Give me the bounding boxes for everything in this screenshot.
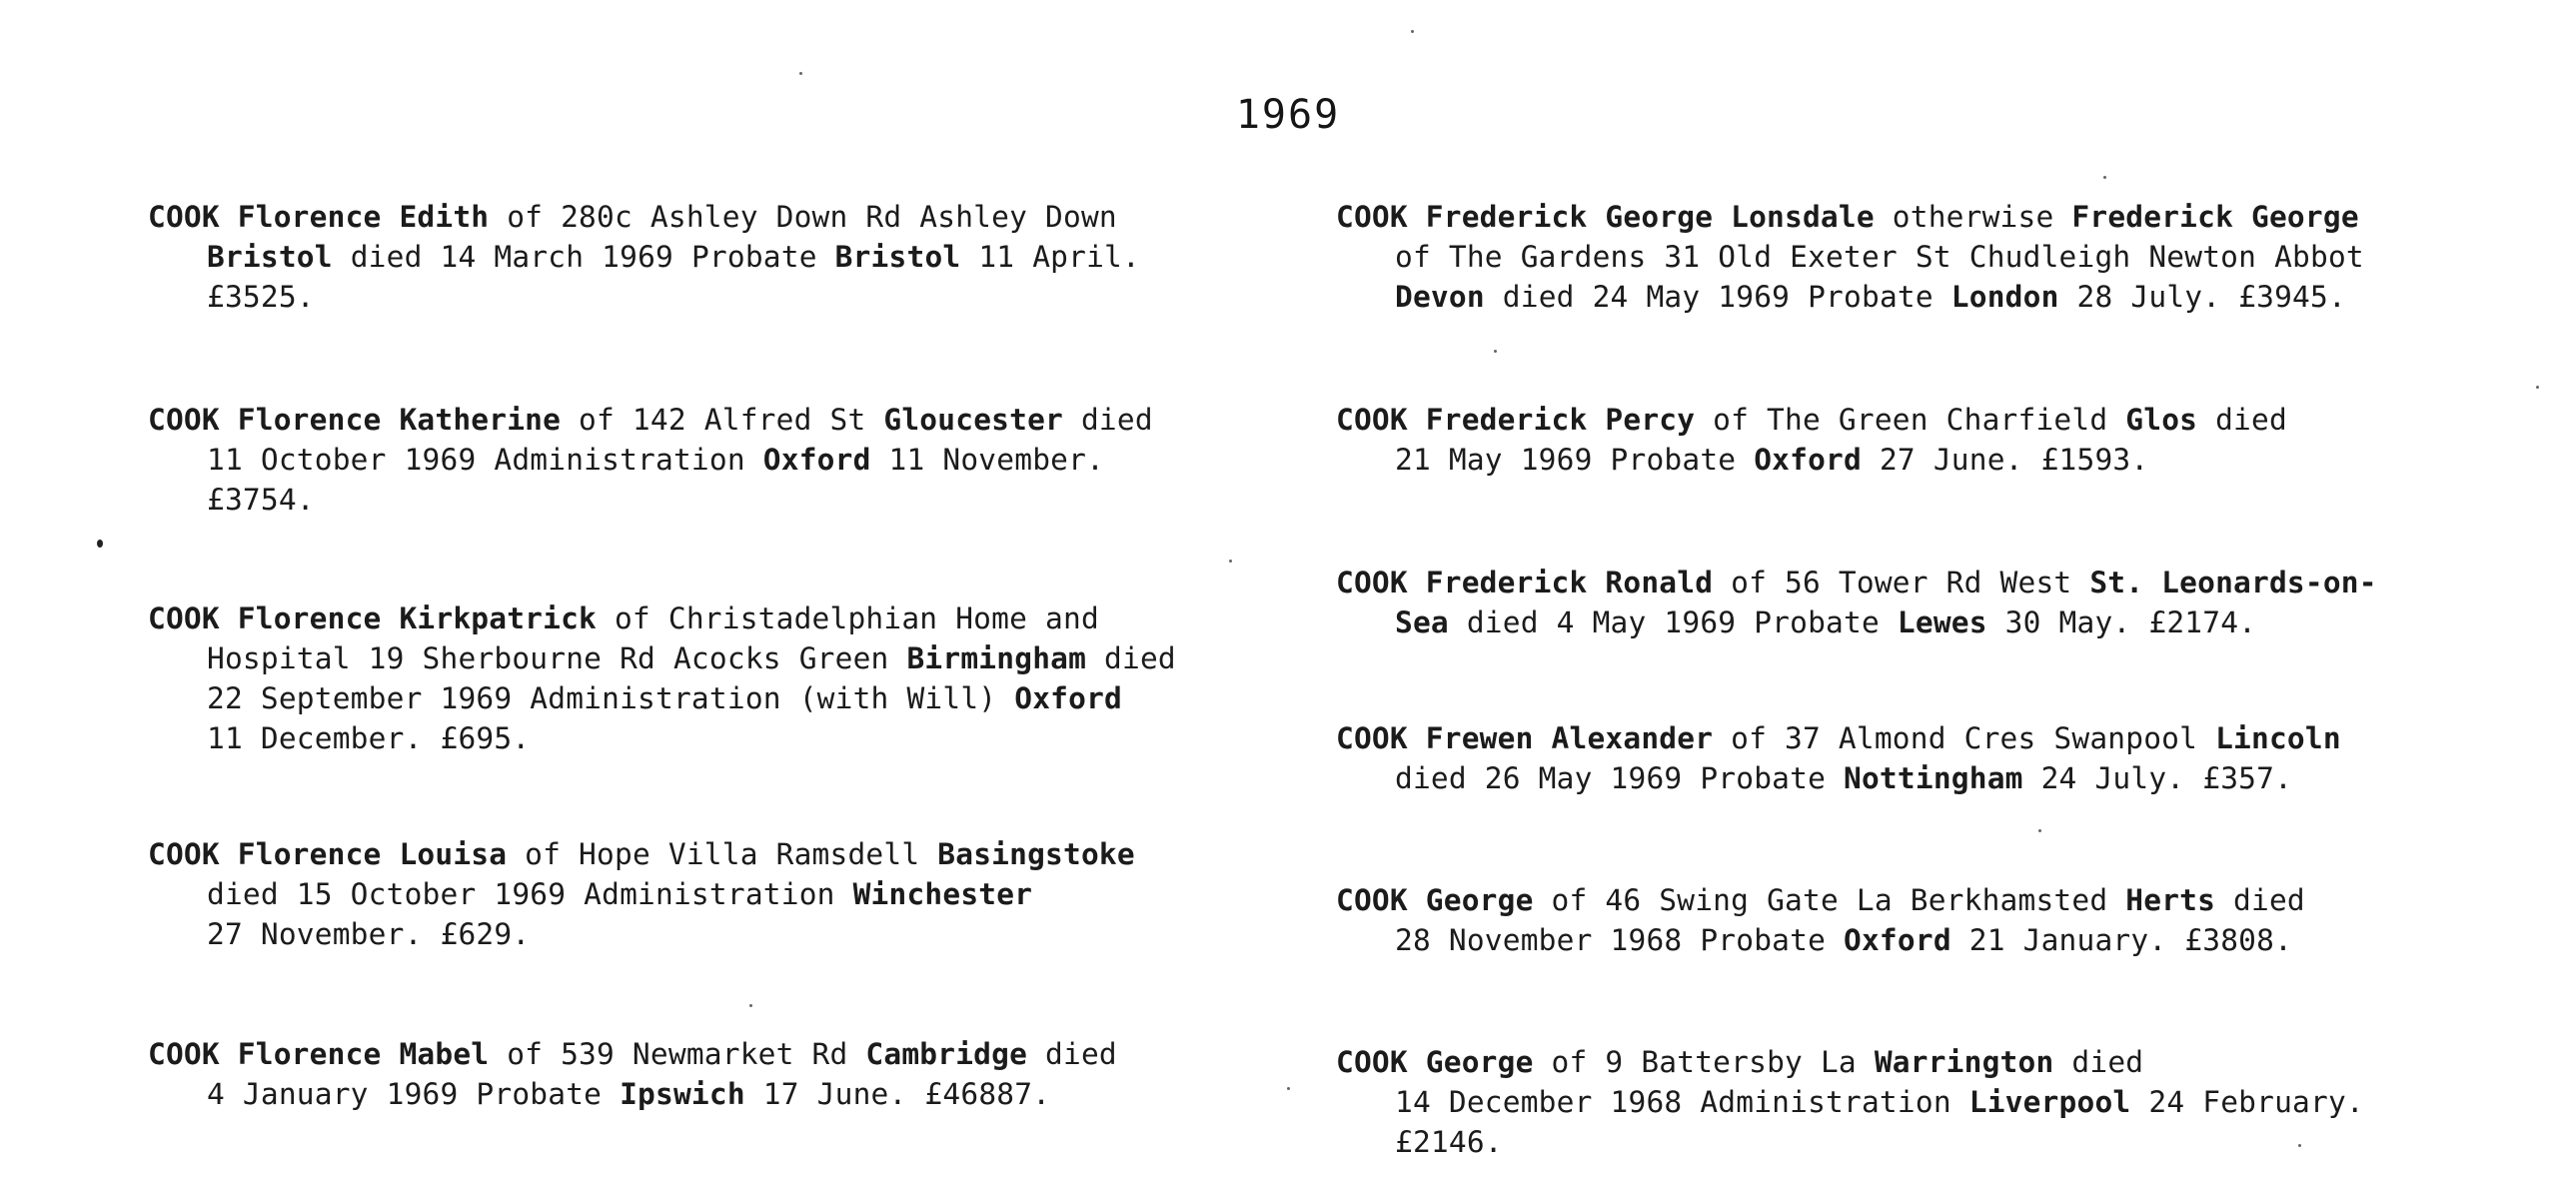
scan-speck: [1411, 30, 1414, 33]
entry-line: [148, 834, 1307, 874]
text-segment: died: [1086, 641, 1176, 675]
probate-entry: [148, 1034, 1307, 1114]
bold-segment: Birmingham: [906, 641, 1087, 675]
text-segment: of The Green Charfield: [1695, 403, 2126, 437]
text-segment: 30 May. £2174.: [1986, 605, 2257, 639]
probate-entry: [1336, 880, 2495, 960]
entry-line: [1336, 602, 2495, 642]
bold-segment: Ipswich: [620, 1077, 745, 1111]
text-segment: died: [1063, 403, 1153, 437]
entry-line: [148, 914, 1307, 954]
text-segment: died: [1027, 1037, 1117, 1071]
entry-line: [1336, 277, 2495, 317]
bold-segment: COOK Florence Louisa: [148, 837, 508, 871]
text-segment: died: [2197, 403, 2287, 437]
bold-segment: Winchester: [852, 877, 1033, 911]
bold-segment: COOK George: [1336, 1045, 1534, 1079]
entry-line: [148, 874, 1307, 914]
bold-segment: COOK George: [1336, 883, 1534, 917]
entry-line: [1336, 1122, 2495, 1162]
entry-line: [148, 678, 1307, 718]
scan-speck: [799, 72, 802, 75]
probate-entry: [148, 197, 1307, 317]
bold-segment: Glos: [2125, 403, 2198, 437]
bold-segment: Cambridge: [865, 1037, 1028, 1071]
text-segment: 11 November.: [870, 443, 1105, 477]
entry-line: [1336, 718, 2495, 758]
bold-segment: St. Leonards-on-: [2089, 566, 2377, 599]
entry-line: [1336, 1082, 2495, 1122]
text-segment: 22 September 1969 Administration (with Will): [207, 681, 1015, 715]
entry-line: [148, 1074, 1307, 1114]
probate-entry: [148, 834, 1307, 954]
text-segment: died 24 May 1969 Probate: [1484, 280, 1951, 314]
text-segment: 17 June. £46887.: [744, 1077, 1051, 1111]
entry-line: [1336, 1042, 2495, 1082]
bold-segment: COOK Florence Katherine: [148, 403, 562, 437]
bold-segment: Warrington: [1874, 1045, 2054, 1079]
text-segment: died 4 May 1969 Probate: [1448, 605, 1898, 639]
text-segment: of 56 Tower Rd West: [1713, 566, 2090, 599]
text-segment: of 539 Newmarket Rd: [489, 1037, 866, 1071]
text-segment: 24 July. £357.: [2022, 761, 2293, 795]
bold-segment: COOK Frederick Percy: [1336, 403, 1696, 437]
entry-line: [1336, 563, 2495, 602]
text-segment: 28 July. £3945.: [2058, 280, 2346, 314]
text-segment: 21 January. £3808.: [1950, 923, 2293, 957]
bold-segment: Bristol: [834, 240, 961, 274]
text-segment: of 46 Swing Gate La Berkhamsted: [1533, 883, 2126, 917]
bold-segment: COOK Frederick Ronald: [1336, 566, 1714, 599]
bold-segment: Devon: [1395, 280, 1485, 314]
text-segment: of The Gardens 31 Old Exeter St Chudleigh Newton Abbot: [1395, 240, 2364, 274]
bold-segment: COOK Florence Mabel: [148, 1037, 490, 1071]
probate-entry: [1336, 197, 2495, 317]
bold-segment: Gloucester: [883, 403, 1063, 437]
entry-line: [148, 197, 1307, 237]
bold-segment: COOK Frewen Alexander: [1336, 721, 1714, 755]
text-segment: of Hope Villa Ramsdell: [507, 837, 938, 871]
entry-line: [1336, 197, 2495, 237]
entry-line: [1336, 880, 2495, 920]
entry-line: [148, 598, 1307, 638]
text-segment: £2146.: [1395, 1125, 1503, 1159]
text-segment: died 26 May 1969 Probate: [1395, 761, 1845, 795]
text-segment: 27 June. £1593.: [1861, 443, 2149, 477]
text-segment: of 280c Ashley Down Rd Ashley Down: [489, 200, 1117, 234]
scan-speck: [1229, 560, 1232, 563]
entry-line: [1336, 237, 2495, 277]
probate-entry: [1336, 563, 2495, 642]
scan-speck: [1287, 1087, 1290, 1090]
text-segment: 28 November 1968 Probate: [1395, 923, 1845, 957]
entry-line: [1336, 400, 2495, 440]
entry-line: [148, 480, 1307, 520]
scan-speck: [2103, 176, 2106, 179]
scan-speck: [1494, 350, 1497, 353]
scan-speck: [2536, 386, 2539, 389]
text-segment: died 15 October 1969 Administration: [207, 877, 853, 911]
text-segment: 11 April.: [960, 240, 1140, 274]
probate-entry: [1336, 718, 2495, 798]
bold-segment: Bristol: [207, 240, 333, 274]
probate-entry: [1336, 1042, 2495, 1162]
bold-segment: Frederick George: [2071, 200, 2359, 234]
entry-line: [148, 718, 1307, 758]
text-segment: of 9 Battersby La: [1533, 1045, 1875, 1079]
text-segment: 11 October 1969 Administration: [207, 443, 763, 477]
bold-segment: Nottingham: [1844, 761, 2023, 795]
text-segment: died 14 March 1969 Probate: [332, 240, 835, 274]
probate-entry: [1336, 400, 2495, 480]
text-segment: otherwise: [1874, 200, 2072, 234]
bold-segment: Lincoln: [2215, 721, 2341, 755]
text-segment: 11 December. £695.: [207, 721, 531, 755]
bold-segment: Lewes: [1897, 605, 1987, 639]
bold-segment: Liverpool: [1968, 1085, 2131, 1119]
entry-line: [148, 1034, 1307, 1074]
scan-speck: [97, 540, 103, 548]
text-segment: of 142 Alfred St: [561, 403, 884, 437]
entry-line: [148, 237, 1307, 277]
entry-line: [1336, 920, 2495, 960]
probate-entry: [148, 598, 1307, 758]
text-segment: £3525.: [207, 280, 315, 314]
text-segment: died: [2053, 1045, 2144, 1079]
bold-segment: London: [1950, 280, 2059, 314]
entry-line: [148, 638, 1307, 678]
bold-segment: COOK Florence Kirkpatrick: [148, 601, 598, 635]
entry-line: [148, 277, 1307, 317]
scan-speck: [749, 1004, 752, 1007]
text-segment: of 37 Almond Cres Swanpool: [1713, 721, 2216, 755]
text-segment: 4 January 1969 Probate: [207, 1077, 621, 1111]
text-segment: Hospital 19 Sherbourne Rd Acocks Green: [207, 641, 907, 675]
bold-segment: Basingstoke: [937, 837, 1135, 871]
probate-entry: [148, 400, 1307, 520]
text-segment: of Christadelphian Home and: [597, 601, 1099, 635]
text-segment: 27 November. £629.: [207, 917, 531, 951]
bold-segment: Sea: [1395, 605, 1449, 639]
text-segment: 14 December 1968 Administration: [1395, 1085, 1969, 1119]
entry-line: [1336, 440, 2495, 480]
entry-line: [148, 440, 1307, 480]
bold-segment: COOK Florence Edith: [148, 200, 490, 234]
entry-line: [1336, 758, 2495, 798]
scan-speck: [2038, 829, 2041, 832]
bold-segment: COOK Frederick George Lonsdale: [1336, 200, 1875, 234]
bold-segment: Oxford: [1844, 923, 1951, 957]
text-segment: 21 May 1969 Probate: [1395, 443, 1755, 477]
bold-segment: Herts: [2125, 883, 2216, 917]
scan-speck: [2298, 1144, 2301, 1147]
entry-line: [148, 400, 1307, 440]
bold-segment: Oxford: [1754, 443, 1862, 477]
bold-segment: Oxford: [762, 443, 871, 477]
bold-segment: Oxford: [1014, 681, 1122, 715]
page-year-heading: 1969: [1235, 92, 1341, 138]
text-segment: £3754.: [207, 483, 315, 517]
text-segment: 24 February.: [2130, 1085, 2364, 1119]
text-segment: died: [2215, 883, 2305, 917]
